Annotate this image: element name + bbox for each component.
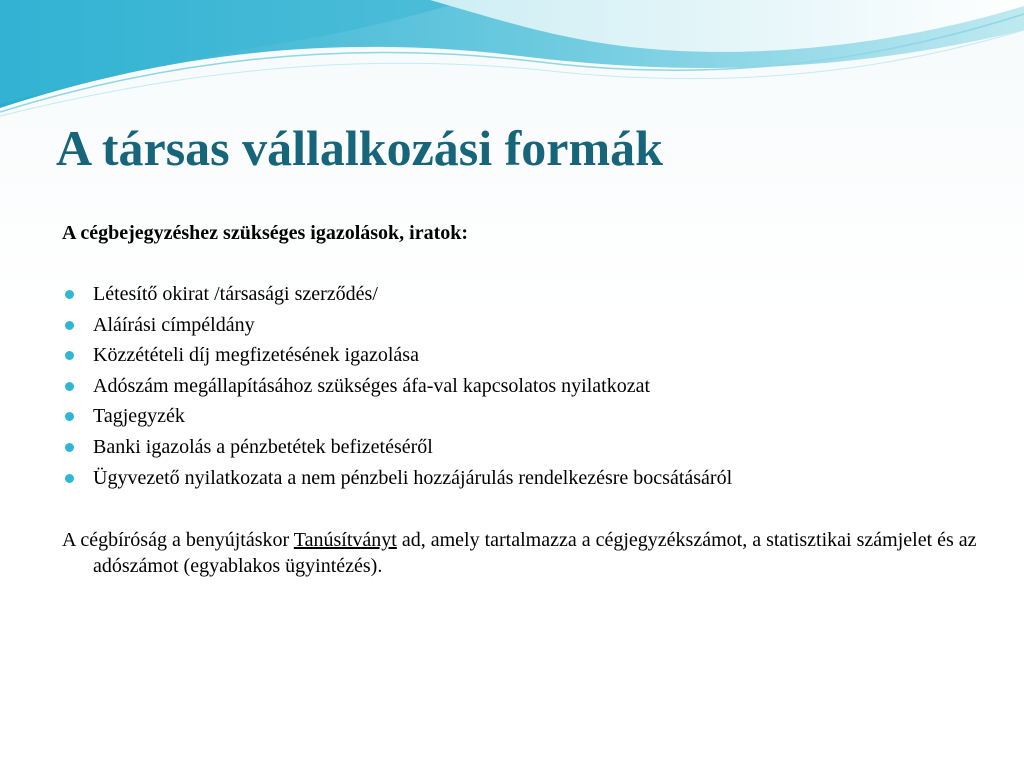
certificate-link[interactable]: Tanúsítványt — [293, 529, 397, 551]
bullet-icon — [65, 351, 74, 360]
bullet-icon — [65, 382, 74, 391]
bullet-icon — [65, 412, 74, 421]
slide-title: A társas vállalkozási formák — [56, 120, 663, 176]
note-text-before: A cégbíróság a benyújtáskor — [62, 529, 294, 551]
header-wave-decoration — [0, 0, 1024, 120]
list-item — [62, 463, 732, 494]
certificate-note — [62, 527, 1023, 579]
bullet-icon — [65, 443, 74, 452]
list-item — [62, 432, 732, 463]
list-item — [62, 401, 732, 432]
note-text-after: ad, amely tartalmazza a cégjegyzékszámot, a statisztikai számjelet és az adószámot (egyablakos ügyintézés). — [93, 529, 977, 577]
bullet-icon — [65, 474, 74, 483]
list-item-text: Ügyvezető nyilatkozata a nem pénzbeli hozzájárulás rendelkezésre bocsátásáról — [93, 466, 733, 489]
list-item-text: Létesítő okirat /társasági szerződés/ — [93, 283, 378, 305]
list-item — [62, 371, 732, 402]
list-item-text: Tagjegyzék — [93, 405, 185, 428]
bullet-icon — [65, 290, 74, 299]
list-item-text: Közzétételi díj megfizetésének igazolása — [93, 344, 419, 367]
list-item-text: Adószám megállapításához szükséges áfa-val kapcsolatos nyilatkozat — [93, 374, 651, 397]
section-heading: A cégbejegyzéshez szükséges igazolások, iratok: — [62, 222, 469, 244]
document-list — [62, 279, 732, 493]
list-item-text: Banki igazolás a pénzbetétek befizetéséről — [93, 435, 433, 458]
list-item — [62, 340, 732, 371]
list-item — [62, 279, 732, 310]
bullet-icon — [65, 321, 74, 330]
list-item — [62, 310, 732, 341]
list-item-text: Aláírási címpéldány — [93, 313, 255, 336]
